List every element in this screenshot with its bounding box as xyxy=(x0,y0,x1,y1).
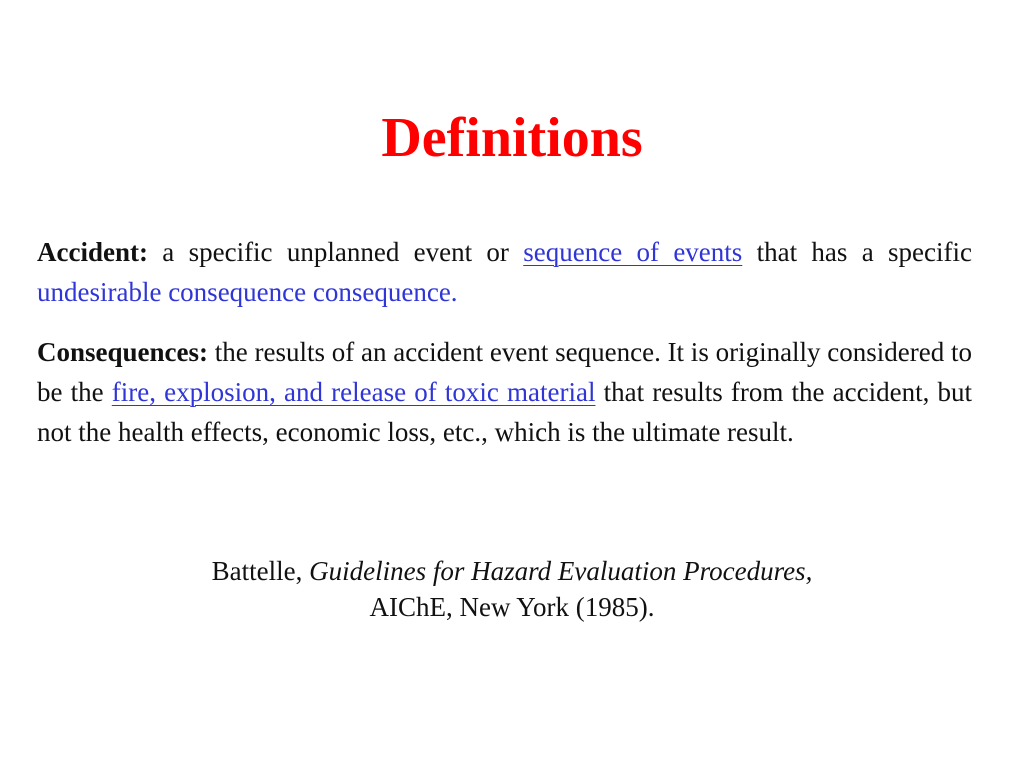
citation-publisher: AIChE, New York (1985). xyxy=(369,592,655,622)
consequences-text-2: that results from the accident, but not the health effects, economic loss, etc., which is the ultimate result. xyxy=(37,377,972,447)
slide-body xyxy=(37,232,972,472)
accident-definition xyxy=(37,232,972,312)
consequences-text-1: the results of an accident event sequence. It is originally considered to be the xyxy=(37,337,973,407)
accident-term: Accident: xyxy=(37,237,148,267)
citation-book-title: Guidelines for Hazard Evaluation Procedures, xyxy=(309,556,813,586)
citation-line-1 xyxy=(0,553,1024,589)
citation xyxy=(0,553,1024,625)
citation-author: Battelle, xyxy=(211,556,310,586)
fire-explosion-release-link[interactable]: fire, explosion, and release of toxic material xyxy=(111,377,596,407)
accident-text-1: a specific unplanned event or xyxy=(147,237,524,267)
accident-text-2: that has a specific xyxy=(742,237,972,267)
consequences-definition xyxy=(37,332,972,452)
consequences-term: Consequences: xyxy=(37,337,209,367)
sequence-of-events-link[interactable]: sequence of events xyxy=(523,237,743,267)
undesirable-consequence-text: undesirable consequence consequence. xyxy=(37,277,458,307)
slide-title: Definitions xyxy=(381,107,643,169)
